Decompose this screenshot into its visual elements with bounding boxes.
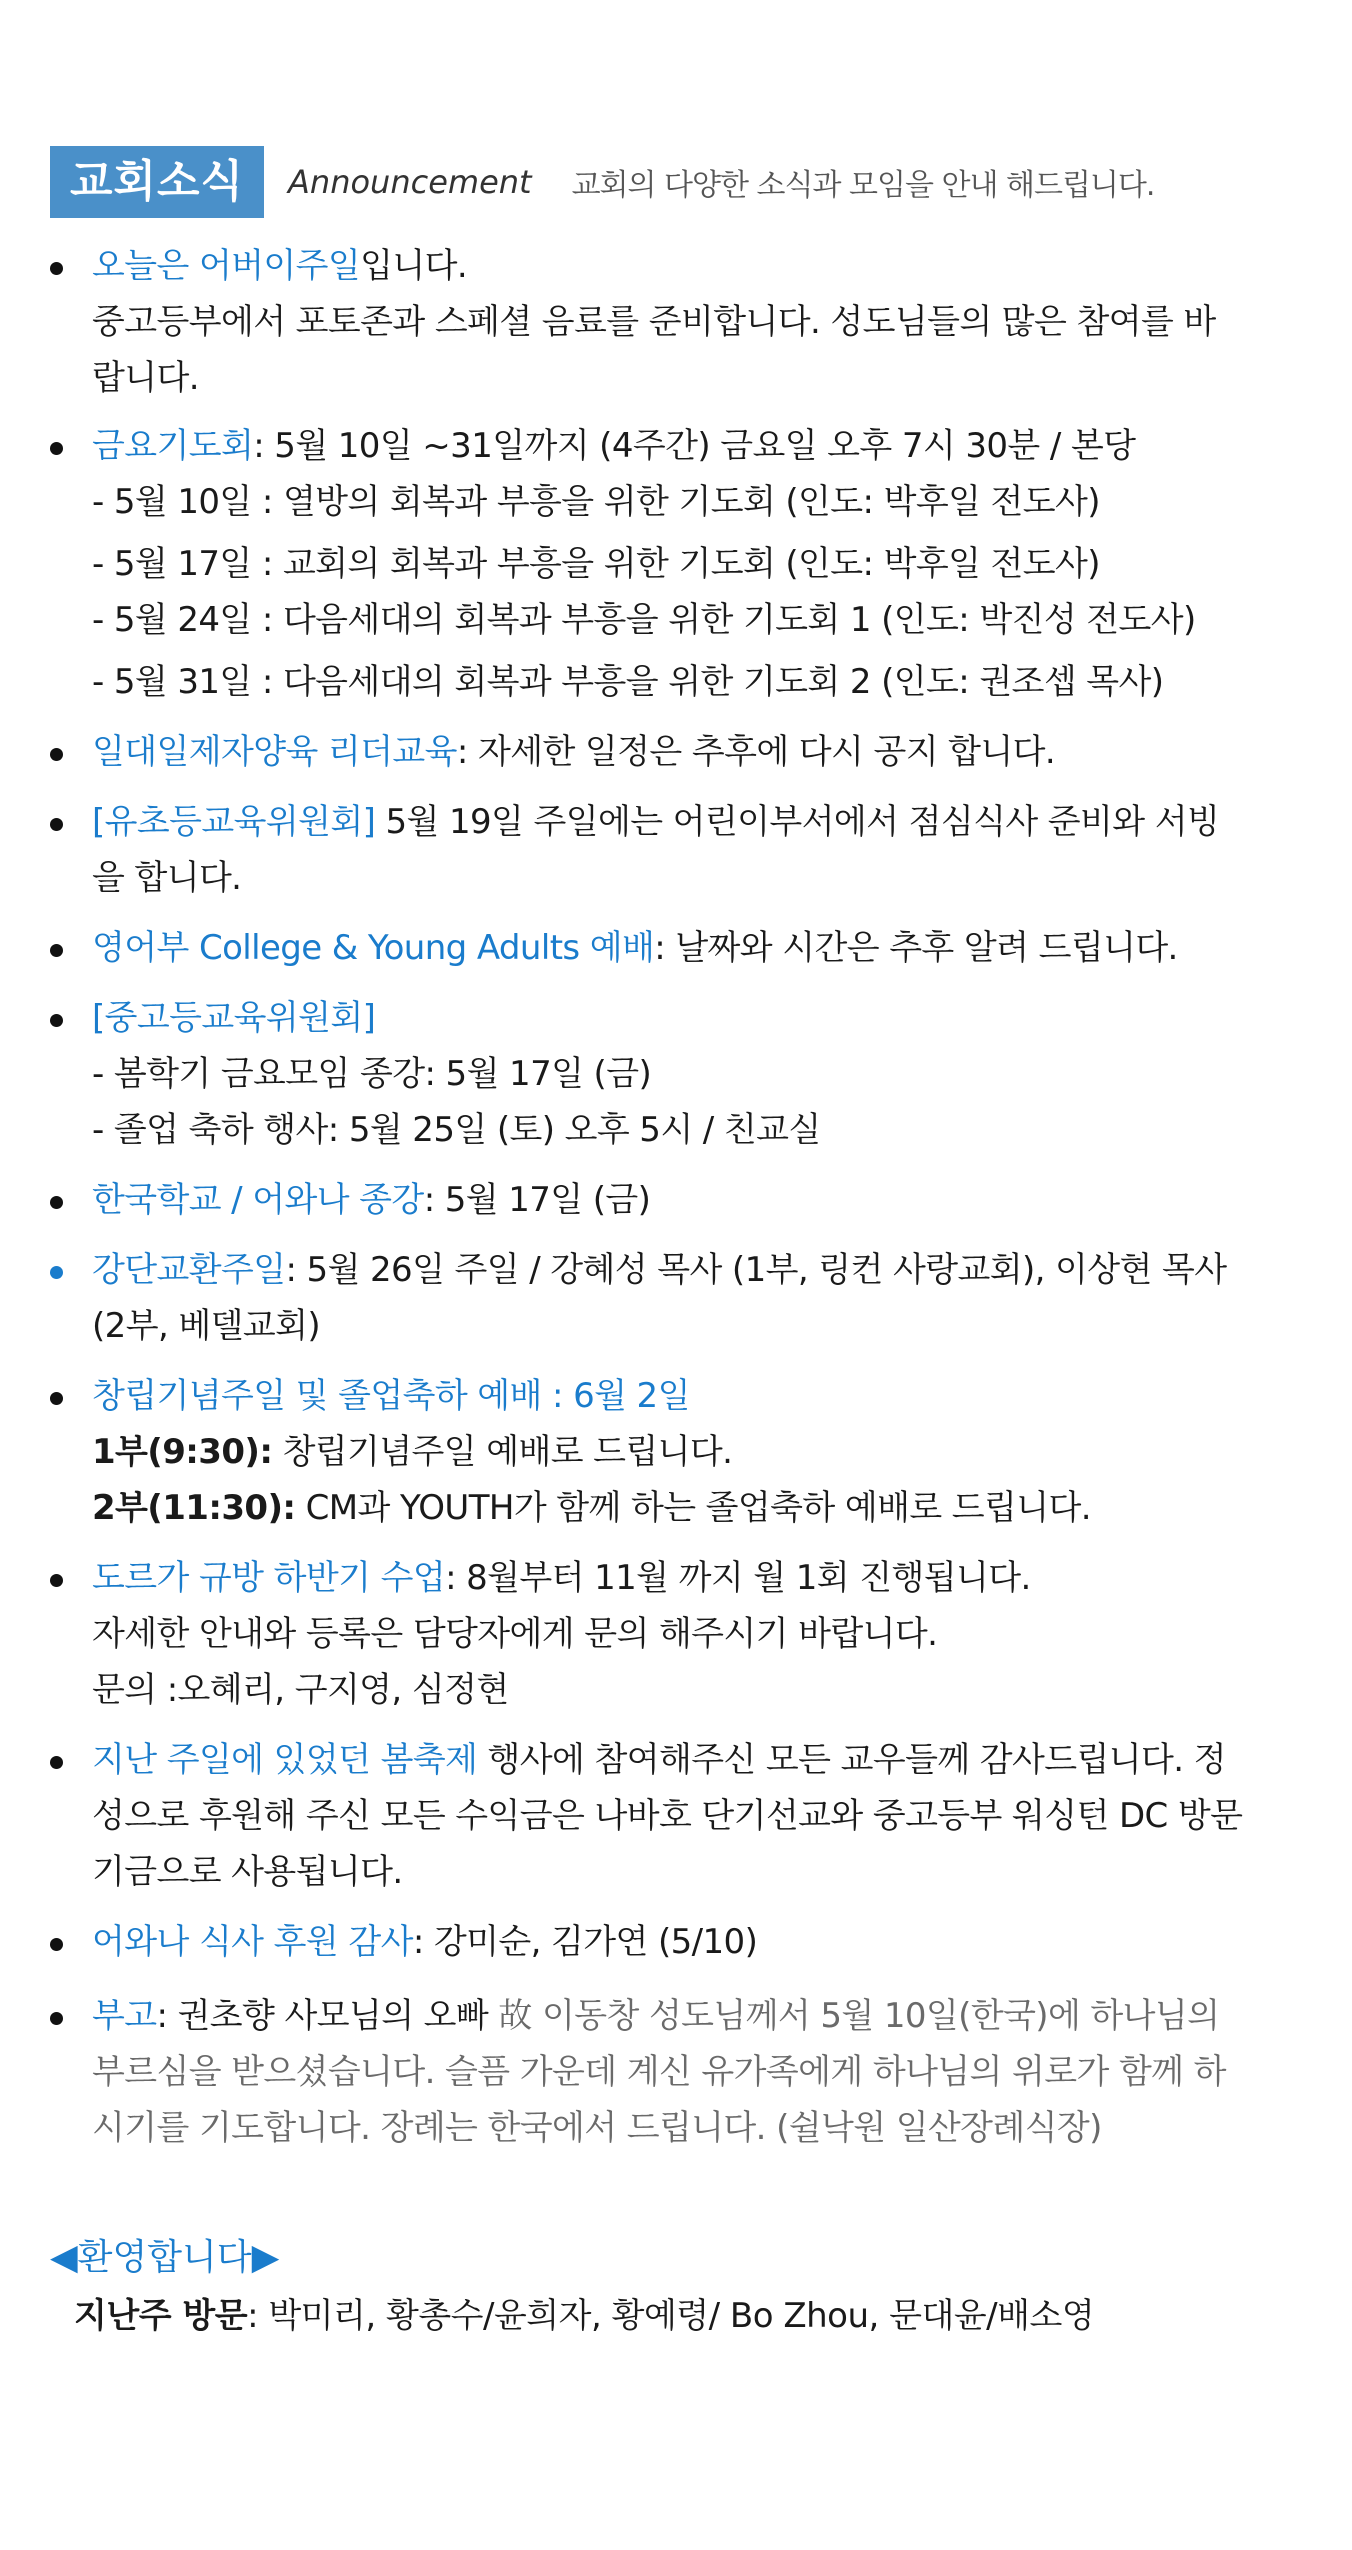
item-line xyxy=(92,1732,1312,1788)
item-line xyxy=(92,724,1312,780)
bullet-icon xyxy=(50,1266,63,1279)
item-line: 문의 :오혜리, 구지영, 심정현 xyxy=(92,1670,509,1710)
announcement-item xyxy=(0,1242,1352,1354)
item-line: (2부, 베델교회) xyxy=(92,1306,320,1346)
announcement-item xyxy=(0,990,1352,1158)
item-text: : 강미순, 김가연 (5/10) xyxy=(412,1922,758,1962)
announcement-item xyxy=(0,1732,1352,1900)
item-text: 창립기념주일 예배로 드립니다. xyxy=(272,1432,733,1472)
bullet-icon xyxy=(50,1574,63,1587)
item-highlight: 일대일제자양육 리더교육 xyxy=(92,732,457,772)
bullet-icon xyxy=(50,1756,63,1769)
item-line xyxy=(92,1242,1312,1298)
announcement-item xyxy=(0,418,1352,710)
sub-item: - 졸업 축하 행사: 5월 25일 (토) 오후 5시 / 친교실 xyxy=(92,1110,821,1150)
item-highlight: 영어부 College & Young Adults 예배 xyxy=(92,928,655,968)
item-line xyxy=(92,1172,1312,1228)
item-line: 성으로 후원해 주신 모든 수익금은 나바호 단기선교와 중고등부 워싱턴 DC 방문 xyxy=(92,1796,1243,1836)
visitors-line xyxy=(74,2290,1094,2342)
item-line xyxy=(92,1988,1312,2044)
bullet-icon xyxy=(50,944,63,957)
section-title-english: Announcement xyxy=(288,163,532,201)
item-line xyxy=(92,238,1312,294)
obituary-text: 부르심을 받으셨습니다. 슬픔 가운데 계신 유가족에게 하나님의 위로가 함께 하 xyxy=(92,2052,1226,2092)
bullet-icon xyxy=(50,818,63,831)
section-header xyxy=(50,146,1154,218)
announcement-item xyxy=(0,238,1352,406)
sub-item: - 5월 10일 : 열방의 회복과 부흥을 위한 기도회 (인도: 박후일 전도사) xyxy=(92,482,1100,522)
announcement-item xyxy=(0,1550,1352,1718)
bullet-icon xyxy=(50,1014,63,1027)
announcement-item xyxy=(0,1368,1352,1536)
item-highlight: 어와나 식사 후원 감사 xyxy=(92,1922,413,1962)
item-line xyxy=(92,794,1312,850)
item-highlight: 금요기도회 xyxy=(92,426,254,466)
item-highlight: 오늘은 어버이주일 xyxy=(92,246,361,286)
item-line: 을 합니다. xyxy=(92,858,242,898)
item-highlight: 지난 주일에 있었던 봄축제 xyxy=(92,1740,478,1780)
item-text: 입니다. xyxy=(360,246,468,286)
item-text: : 5월 17일 (금) xyxy=(423,1180,651,1220)
item-line: 랍니다. xyxy=(92,358,199,398)
announcement-item xyxy=(0,1988,1352,2156)
item-line xyxy=(92,418,1312,474)
sub-item: - 5월 17일 : 교회의 회복과 부흥을 위한 기도회 (인도: 박후일 전도사) xyxy=(92,544,1100,584)
item-line xyxy=(92,1480,1312,1536)
item-highlight: 한국학교 / 어와나 종강 xyxy=(92,1180,424,1220)
item-line: 기금으로 사용됩니다. xyxy=(92,1852,403,1892)
obituary-text: 시기를 기도합니다. 장례는 한국에서 드립니다. (쉴낙원 일산장례식장) xyxy=(92,2108,1102,2148)
item-line xyxy=(92,1914,1312,1970)
bullet-icon xyxy=(50,1196,63,1209)
item-text: : 5월 26일 주일 / 강혜성 목사 (1부, 링컨 사랑교회), 이상현 목사 xyxy=(285,1250,1227,1290)
item-line xyxy=(92,920,1312,976)
service-time-label: 2부(11:30): xyxy=(92,1488,296,1528)
sub-item: - 5월 31일 : 다음세대의 회복과 부흥을 위한 기도회 2 (인도: 권조셉 목사) xyxy=(92,662,1164,702)
item-text: CM과 YOUTH가 함께 하는 졸업축하 예배로 드립니다. xyxy=(295,1488,1091,1528)
announcement-item xyxy=(0,724,1352,780)
item-line: 자세한 안내와 등록은 담당자에게 문의 해주시기 바랍니다. xyxy=(92,1614,938,1654)
item-text: : 날짜와 시간은 추후 알려 드립니다. xyxy=(654,928,1178,968)
sub-item: - 봄학기 금요모임 종강: 5월 17일 (금) xyxy=(92,1054,652,1094)
bullet-icon xyxy=(50,1938,63,1951)
announcement-item xyxy=(0,920,1352,976)
service-time-label: 1부(9:30): xyxy=(92,1432,273,1472)
welcome-heading: ◀환영합니다▶ xyxy=(50,2237,280,2278)
item-line xyxy=(92,1424,1312,1480)
visitors-names: : 박미리, 황총수/윤희자, 황예령/ Bo Zhou, 문대윤/배소영 xyxy=(247,2296,1095,2336)
bullet-icon xyxy=(50,748,63,761)
item-highlight: [중고등교육위원회] xyxy=(92,998,376,1038)
announcement-item xyxy=(0,794,1352,906)
item-line: 중고등부에서 포토존과 스페셜 음료를 준비합니다. 성도님들의 많은 참여를 바 xyxy=(92,302,1216,342)
item-text: : 권초향 사모님의 오빠 xyxy=(156,1996,499,2036)
bullet-icon xyxy=(50,262,63,275)
item-text: : 자세한 일정은 추후에 다시 공지 합니다. xyxy=(456,732,1056,772)
bullet-icon xyxy=(50,2012,63,2025)
item-highlight: 도르가 규방 하반기 수업 xyxy=(92,1558,446,1598)
item-highlight: 부고 xyxy=(92,1996,157,2036)
item-text: : 8월부터 11월 까지 월 1회 진행됩니다. xyxy=(445,1558,1031,1598)
bullet-icon xyxy=(50,442,63,455)
sub-item: - 5월 24일 : 다음세대의 회복과 부흥을 위한 기도회 1 (인도: 박진성 전도사) xyxy=(92,600,1196,640)
announcement-item xyxy=(0,1172,1352,1228)
item-highlight: [유초등교육위원회] xyxy=(92,802,376,842)
section-title: 교회소식 xyxy=(50,146,264,218)
item-highlight: 창립기념주일 및 졸업축하 예배 : 6월 2일 xyxy=(92,1376,690,1416)
announcement-item xyxy=(0,1914,1352,1970)
visitors-label: 지난주 방문 xyxy=(74,2296,248,2336)
item-text: 5월 19일 주일에는 어린이부서에서 점심식사 준비와 서빙 xyxy=(375,802,1220,842)
item-text: : 5월 10일 ~31일까지 (4주간) 금요일 오후 7시 30분 / 본당 xyxy=(253,426,1136,466)
obituary-text: 故 이동창 성도님께서 5월 10일(한국)에 하나님의 xyxy=(498,1996,1220,2036)
bullet-icon xyxy=(50,1392,63,1405)
section-subtitle: 교회의 다양한 소식과 모임을 안내 해드립니다. xyxy=(571,168,1155,203)
announcement-list xyxy=(0,238,1352,2156)
item-line xyxy=(92,1550,1312,1606)
item-text: 행사에 참여해주신 모든 교우들께 감사드립니다. 정 xyxy=(477,1740,1226,1780)
item-highlight: 강단교환주일 xyxy=(92,1250,286,1290)
